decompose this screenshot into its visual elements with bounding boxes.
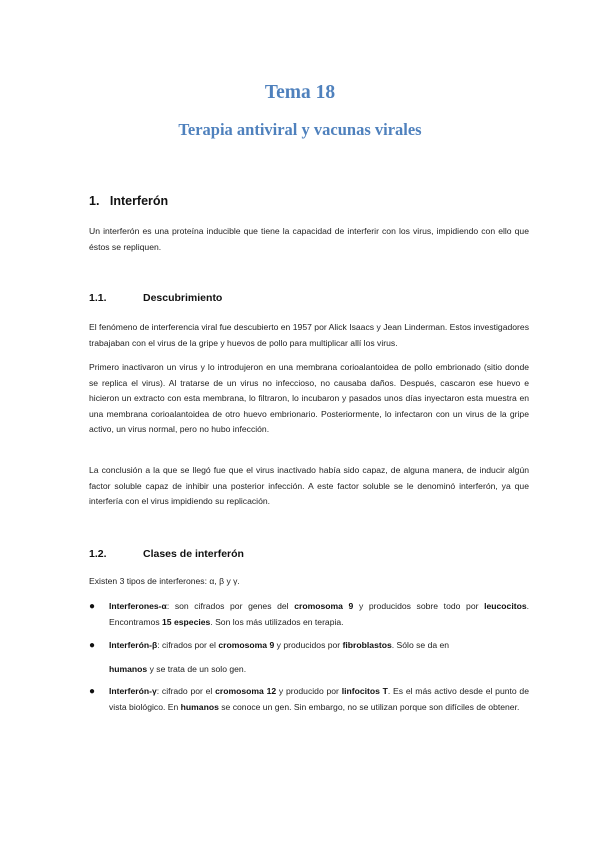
bullet-bold: humanos	[180, 701, 219, 712]
bullet-list-item	[89, 599, 529, 630]
bullet-term: Interferón-β	[109, 640, 158, 650]
bullet-fragment: . Encontramos	[109, 601, 529, 627]
bullet-list-item	[89, 684, 529, 715]
bullet-text	[109, 599, 529, 630]
paragraph-discovery-1: El fenómeno de interferencia viral fue descubierto en 1957 por Alick Isaacs y Jean Linderman. Estos investigadores trabajaban con el virus de la gripe y huevos de pollo para multiplicar allí los virus.	[89, 322, 529, 348]
section-heading-interferon: 1. Interferón	[89, 194, 169, 208]
bullet-fragment: : son cifrados por genes del	[166, 601, 295, 611]
bullet-fragment: y producidos sobre todo por	[353, 601, 485, 611]
bullet-text-continuation	[109, 662, 529, 678]
bullet-bold: humanos	[109, 663, 148, 674]
subsection-heading-clases	[89, 548, 244, 560]
bullet-text	[109, 684, 529, 715]
bullet-fragment: y producido por	[276, 686, 342, 696]
paragraph-intro	[89, 224, 529, 255]
bullet-term: Interferones-α	[109, 601, 167, 611]
bullet-bold: leucocitos	[484, 601, 527, 611]
bullet-fragment: : cifrados por el	[157, 640, 219, 650]
bullet-fragment: . Sólo se da en	[391, 640, 450, 650]
bullet-term: Interferón-γ	[109, 686, 157, 696]
bullet-fragment: . Son los más utilizados en terapia.	[210, 616, 344, 627]
paragraph-discovery-2: Primero inactivaron un virus y lo introdujeron en una membrana corioalantoidea de pollo embrionado (sitio donde se replica el virus). Al tratarse de un virus no infeccioso, no causaba daños. Después, cascaron ese huevo e hicieron un extracto con esta membrana, lo filtraron, lo incubaron y pasados unos días inyectaron esta muestra en una membrana corioalantoidea de otro huevo embrionario. Posteriormente, lo infectaron con un virus de la gripe activo, un virus normal, pero no hubo infección.	[89, 362, 529, 435]
bullet-fragment: y se trata de un solo gen.	[147, 663, 247, 674]
bullet-fragment: se conoce un gen. Sin embargo, no se utilizan porque son difíciles de obtener.	[218, 701, 520, 712]
subsection-number: 1.1.	[89, 292, 107, 304]
bullet-dot-icon: ●	[89, 686, 96, 697]
bullet-bold: 15 especies	[162, 616, 211, 627]
bullet-bold: cromosoma 9	[218, 640, 275, 650]
subsection-heading-descubrimiento	[89, 292, 222, 304]
bullet-text	[109, 638, 529, 654]
bullet-bold: cromosoma 9	[294, 601, 354, 611]
bullet-fragment: . Es el más activo desde el punto de vista biológico. En	[109, 686, 529, 712]
bullet-dot-icon: ●	[89, 640, 96, 651]
bullet-bold: cromosoma 12	[215, 686, 277, 696]
bullet-list-item	[89, 638, 529, 677]
bullet-fragment: : cifrado por el	[156, 686, 216, 696]
bullet-bold: fibroblastos	[342, 640, 392, 650]
bullet-bold: linfocitos T	[341, 686, 388, 696]
subsection-title: Clases de interferón	[143, 548, 244, 560]
page-subtitle: Terapia antiviral y vacunas virales	[178, 120, 422, 139]
paragraph-discovery-3: La conclusión a la que se llegó fue que el virus inactivado había sido capaz, de alguna manera, de inducir algún factor soluble capaz de inhibir una posterior infección. A este factor soluble se le denominó interferón, ya que interfería con el virus impidiendo su replicación.	[89, 465, 529, 507]
page-title: Tema 18	[264, 82, 336, 103]
bullet-fragment: y producidos por	[274, 640, 343, 650]
paragraph-classes-intro: Existen 3 tipos de interferones: α, β y γ.	[89, 576, 240, 586]
paragraph-intro-text: Un interferón es una proteína inducible que tiene la capacidad de interferir con los virus, impidiendo con ello que éstos se repliquen.	[89, 226, 529, 252]
bullet-dot-icon: ●	[89, 601, 96, 612]
subsection-number: 1.2.	[89, 548, 107, 560]
subsection-title: Descubrimiento	[143, 292, 223, 304]
